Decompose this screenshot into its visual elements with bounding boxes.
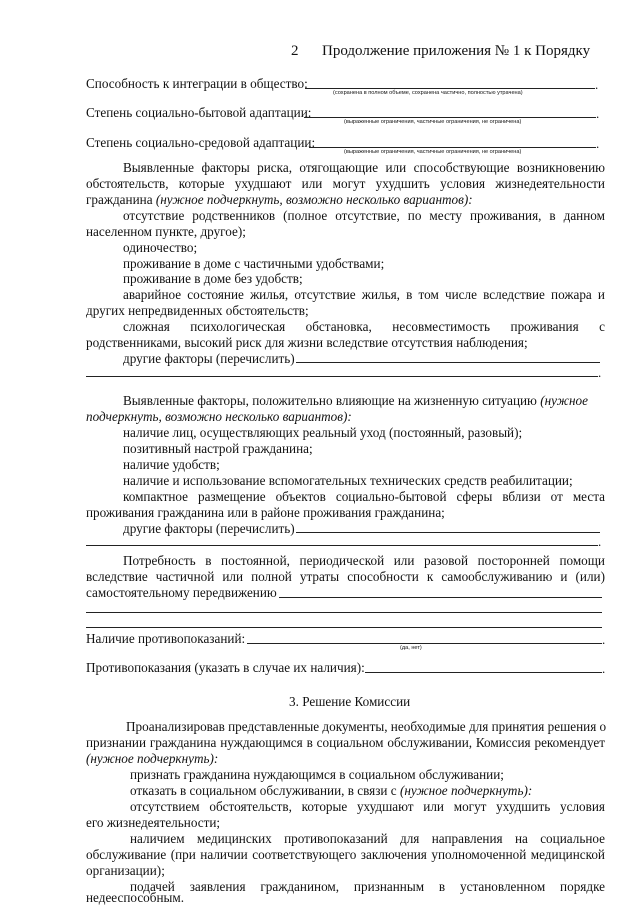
contra-hint: (да, нет)	[400, 645, 422, 651]
need-line-2: вследствие частичной или полной утраты способности к самообслуживанию и (или)	[86, 569, 605, 584]
positive-item-attitude: позитивный настрой гражданина;	[123, 441, 313, 456]
positive-item-care: наличие лиц, осуществляющих реальный уход (постоянный, разовый);	[123, 425, 523, 440]
environment-dot: .	[596, 136, 600, 151]
environment-line[interactable]	[309, 147, 596, 148]
decision-option-refuse: отказать в социальном обслуживании, в связи с (нужное подчеркнуть):	[130, 783, 533, 798]
integration-label: Способность к интеграции в общество:	[86, 76, 308, 91]
environment-hint: (выраженные ограничения, частичные ограничения, не ограничена)	[344, 149, 522, 155]
decision-reason-2: наличием медицинских противопоказаний для направления на социальное	[130, 831, 605, 846]
risk-item-relatives: отсутствие родственников (полное отсутствие, по месту проживания, в данном	[123, 208, 605, 223]
decision-reason-1: отсутствием обстоятельств, которые ухудшают или могут ухудшить условия	[130, 799, 605, 814]
positive-other-line-2[interactable]	[86, 545, 598, 546]
need-line-a[interactable]	[279, 597, 602, 598]
need-line-3: самостоятельному передвижению	[86, 585, 277, 600]
decision-reason-3-cont: недееспособным.	[86, 890, 185, 905]
decision-heading: 3. Решение Комиссии	[289, 694, 411, 709]
contra-specify-label: Противопоказания (указать в случае их наличия):	[86, 660, 365, 675]
decision-reason-3: подачей заявления гражданином, признанным в установленном порядке	[130, 879, 605, 894]
integration-line[interactable]	[305, 88, 595, 89]
contra-dot: .	[602, 632, 606, 647]
positive-line-2: подчеркнуть, возможно несколько вариантов):	[86, 409, 352, 424]
positive-item-technical: наличие и использование вспомогательных технических средств реабилитации;	[123, 473, 573, 488]
risk-item-loneliness: одиночество;	[123, 240, 198, 255]
need-line-b[interactable]	[86, 612, 602, 613]
positive-other-dot: .	[598, 534, 602, 549]
integration-dot: .	[595, 77, 599, 92]
need-line-c[interactable]	[86, 627, 602, 628]
decision-option-approve: признать гражданина нуждающимся в социальном обслуживании;	[130, 767, 504, 782]
risk-item-psychological-cont: родственниками, высокий риск для жизни вследствие отсутствия наблюдения;	[86, 335, 528, 350]
risk-item-partial-amenities: проживание в доме с частичными удобствами;	[123, 256, 385, 271]
risk-line-2: обстоятельств, которые ухудшают или могут ухудшить условия жизнедеятельности	[86, 176, 605, 191]
risk-item-housing-cont: других непредвиденных обстоятельств;	[86, 303, 309, 318]
contra-label: Наличие противопоказаний:	[86, 631, 246, 646]
risk-line-1: Выявленные факторы риска, отягощающие или способствующие возникновению	[123, 160, 605, 175]
risk-item-relatives-cont: населенном пункте, другое);	[86, 224, 246, 239]
decision-reason-2-cont: обслуживание (при наличии соответствующего заключения уполномоченной медицинской	[86, 847, 605, 862]
positive-item-compact: компактное размещение объектов социально-бытовой сферы вблизи от места	[123, 489, 605, 504]
positive-item-amenities: наличие удобств;	[123, 457, 220, 472]
household-label: Степень социально-бытовой адаптации:	[86, 105, 312, 120]
integration-hint: (сохранена в полном объеме, сохранена частично, полностью утрачена)	[333, 90, 523, 96]
risk-other-dot: .	[598, 365, 602, 380]
risk-other-label: другие факторы (перечислить)	[123, 351, 295, 366]
decision-reason-2-cont2: организации);	[86, 863, 165, 878]
need-line-1: Потребность в постоянной, периодической или разовой посторонней помощи	[123, 553, 605, 568]
household-hint: (выраженные ограничения, частичные ограничения, не ограничена)	[344, 119, 522, 125]
environment-label: Степень социально-средовой адаптации:	[86, 135, 316, 150]
decision-para-3: (нужное подчеркнуть):	[86, 751, 219, 766]
positive-other-line-1[interactable]	[296, 532, 600, 533]
positive-line-1: Выявленные факторы, положительно влияющие на жизненную ситуацию (нужное	[123, 393, 588, 408]
contra-specify-dot: .	[602, 661, 606, 676]
page-number: 2	[291, 43, 299, 59]
decision-para-2: признании гражданина нуждающимся в социальном обслуживании, Комиссия рекомендует	[86, 735, 605, 750]
page-title: Продолжение приложения № 1 к Порядку	[322, 43, 591, 59]
positive-other-label: другие факторы (перечислить)	[123, 521, 295, 536]
decision-reason-1-cont: его жизнедеятельности;	[86, 815, 221, 830]
risk-other-line-2[interactable]	[86, 376, 598, 377]
contra-line[interactable]	[247, 643, 602, 644]
risk-item-housing: аварийное состояние жилья, отсутствие жилья, в том числе вследствие пожара и	[123, 287, 605, 302]
risk-item-psychological: сложная психологическая обстановка, несовместимость проживания с	[123, 319, 605, 334]
risk-other-line-1[interactable]	[296, 362, 600, 363]
household-line[interactable]	[304, 117, 596, 118]
positive-item-compact-cont: проживания гражданина или в районе проживания гражданина;	[86, 505, 445, 520]
household-dot: .	[596, 106, 600, 121]
contra-specify-line[interactable]	[365, 672, 602, 673]
risk-line-3: гражданина (нужное подчеркнуть, возможно несколько вариантов):	[86, 192, 473, 207]
decision-para-1: Проанализировав представленные документы, необходимые для принятия решения о	[126, 719, 607, 734]
risk-item-no-amenities: проживание в доме без удобств;	[123, 271, 303, 286]
